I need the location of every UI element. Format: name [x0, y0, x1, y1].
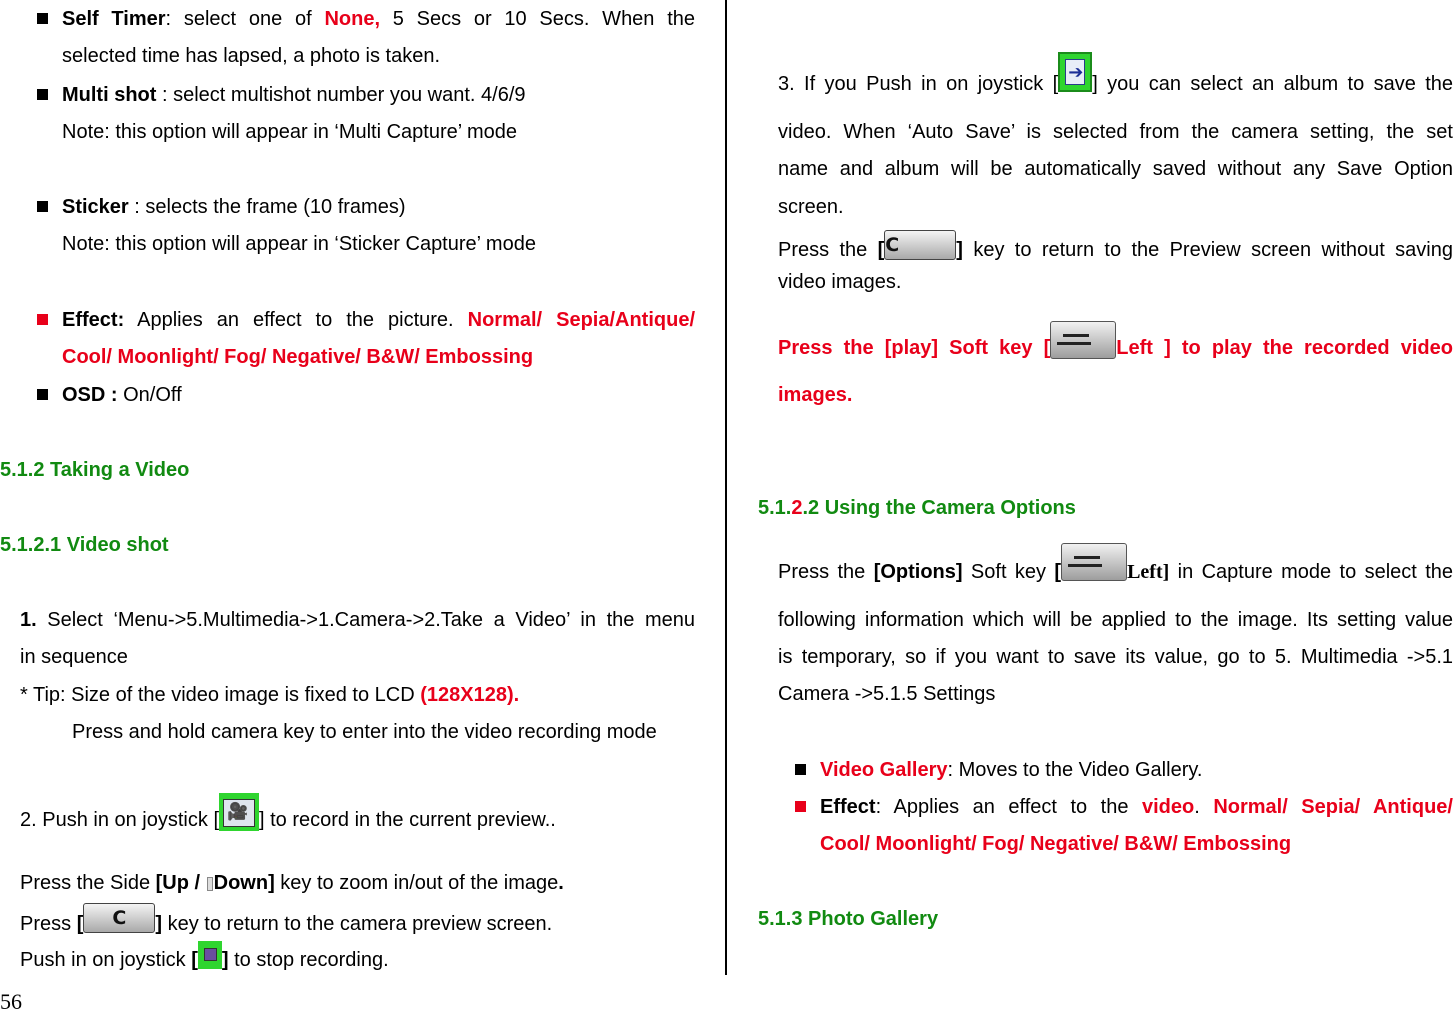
square-bullet-icon: [37, 201, 48, 212]
stop-recording-line: Push in on joystick [ ] to stop recording.: [20, 948, 389, 972]
hold-camera-line: Press and hold camera key to enter into the video recording mode: [72, 721, 657, 743]
step3-line-1: 3. If you Push in on joystick [ ➔ ] you can select an album to save the: [778, 72, 1453, 96]
left-soft-key-icon: [1050, 321, 1116, 359]
right-press-c-line-2: video images.: [778, 271, 902, 293]
play-line-2: images.: [778, 384, 853, 406]
right-press-c-line: Press the [ C ] key to return to the Preview screen without saving: [778, 238, 1453, 262]
joystick-record-icon: [219, 793, 259, 831]
joystick-stop-icon: [198, 941, 222, 969]
c-key-icon: C: [83, 903, 155, 933]
multi-shot-line: Multi shot : select multishot number you want. 4/6/9: [62, 84, 526, 106]
square-bullet-icon: [37, 314, 48, 325]
step1-line-2: in sequence: [20, 646, 128, 668]
press-c-line: Press [ C ] key to return to the camera preview screen.: [20, 912, 552, 936]
square-bullet-icon: [795, 801, 806, 812]
square-bullet-icon: [795, 764, 806, 775]
step3-line-3: name and album will be automatically saved without any Save Option: [778, 158, 1453, 180]
column-divider: [725, 0, 727, 975]
heading-5-1-2-1: 5.1.2.1 Video shot: [0, 534, 169, 556]
sticker-line: Sticker : selects the frame (10 frames): [62, 196, 406, 218]
options-line-3: is temporary, so if you want to save its value, go to 5. Multimedia ->5.1: [778, 646, 1453, 668]
options-line-2: following information which will be applied to the image. Its setting value: [778, 609, 1453, 631]
heading-5-1-3: 5.1.3 Photo Gallery: [758, 908, 939, 930]
square-bullet-icon: [37, 389, 48, 400]
self-timer-line-1: Self Timer: select one of None, 5 Secs or 10 Secs. When the: [62, 8, 695, 30]
self-timer-line-2: selected time has lapsed, a photo is taken.: [62, 45, 441, 67]
right-effect-line-1: Effect: Applies an effect to the video. Normal/ Sepia/ Antique/: [820, 796, 1453, 818]
joystick-save-icon: [1058, 52, 1092, 92]
side-key-icon: [207, 877, 213, 891]
effect-line-1: Effect: Applies an effect to the picture. Normal/ Sepia/Antique/: [62, 309, 696, 331]
c-key-icon: C: [884, 230, 956, 260]
effect-options-line-2: Cool/ Moonlight/ Fog/ Negative/ B&W/ Embossing: [62, 346, 534, 368]
step2-line: 2. Push in on joystick [ 🎥 ] to record in the current preview..: [20, 808, 556, 832]
page-number: 56: [0, 989, 22, 1012]
video-gallery-line: Video Gallery: Moves to the Video Gallery.: [820, 759, 1203, 781]
square-bullet-icon: [37, 89, 48, 100]
step1-line-1: 1. Select ‘Menu->5.Multimedia->1.Camera->2.Take a Video’ in the menu: [20, 609, 695, 631]
osd-line: OSD : On/Off: [62, 384, 182, 406]
sticker-note: Note: this option will appear in ‘Sticker Capture’ mode: [62, 233, 536, 255]
right-effect-options-line-2: Cool/ Moonlight/ Fog/ Negative/ B&W/ Embossing: [820, 833, 1292, 855]
step3-line-4: screen.: [778, 196, 844, 218]
square-bullet-icon: [37, 13, 48, 24]
tip-line: * Tip: Size of the video image is fixed to LCD (128X128).: [20, 684, 520, 706]
heading-5-1-2-2: 5.1.2.2 Using the Camera Options: [758, 497, 1076, 519]
options-line-1: Press the [Options] Soft key [ Left] in Capture mode to select the: [778, 560, 1453, 584]
step3-line-2: video. When ‘Auto Save’ is selected from the camera setting, the set: [778, 121, 1453, 143]
options-line-4: Camera ->5.1.5 Settings: [778, 683, 996, 705]
zoom-line: Press the Side [Up / Down] key to zoom in/out of the image.: [20, 872, 564, 894]
heading-5-1-2: 5.1.2 Taking a Video: [0, 459, 190, 481]
multi-shot-note: Note: this option will appear in ‘Multi Capture’ mode: [62, 121, 518, 143]
play-line-1: Press the [play] Soft key [ Left ] to play the recorded video: [778, 336, 1453, 360]
left-soft-key-icon: [1061, 543, 1127, 581]
